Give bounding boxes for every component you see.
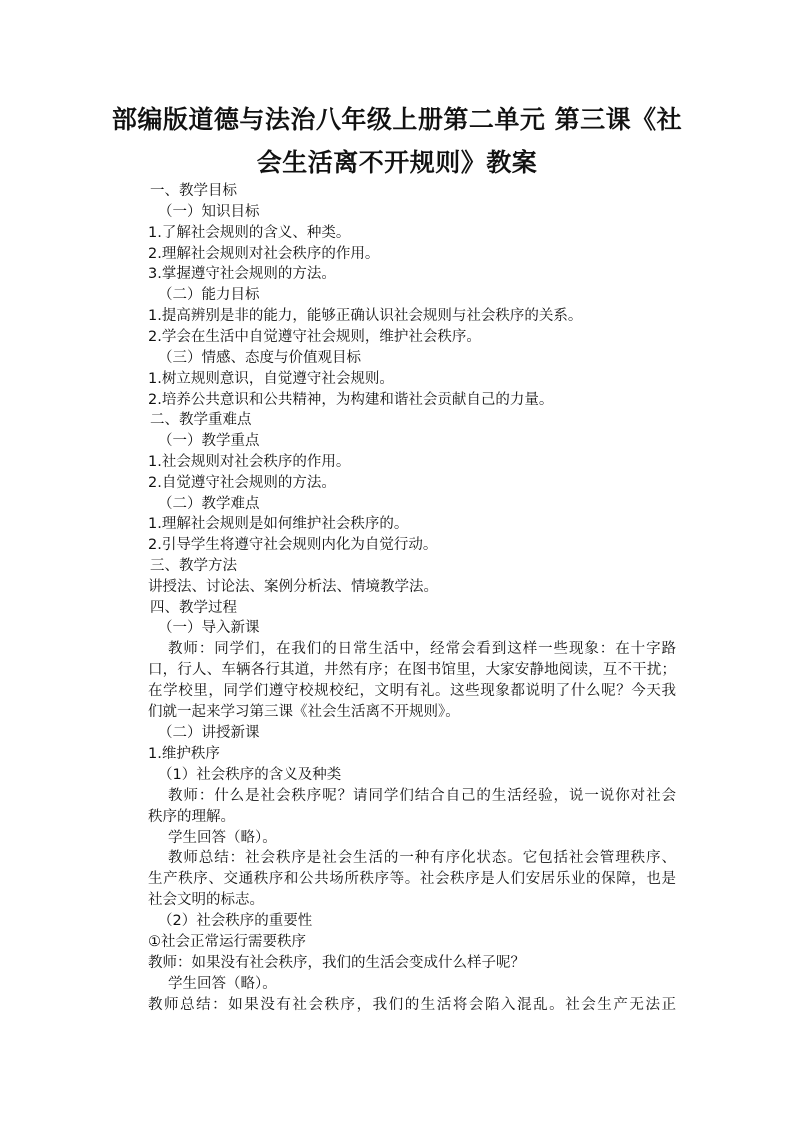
document-title-line-1: 部编版道德与法治八年级上册第二单元 第三课《社 xyxy=(111,105,683,134)
text-line: 在学校里，同学们遵守校规校纪，文明有礼。这些现象都说明了什么呢？今天我 xyxy=(148,683,676,699)
text-line: 四、教学过程 xyxy=(150,600,237,616)
text-line: 1.提高辨别是非的能力，能够正确认识社会规则与社会秩序的关系。 xyxy=(148,308,583,324)
text-line: （一）教学重点 xyxy=(158,433,260,449)
text-line: 教师：同学们，在我们的日常生活中，经常会看到这样一些现象：在十字路 xyxy=(168,641,676,657)
text-line: 教师：如果没有社会秩序，我们的生活会变成什么样子呢？ xyxy=(148,955,525,971)
text-line: 们就一起来学习第三课《社会生活离不开规则》。 xyxy=(148,704,460,720)
text-line: 1.社会规则对社会秩序的作用。 xyxy=(148,454,351,470)
text-line: 秩序的理解。 xyxy=(148,809,235,825)
text-line: 二、教学重难点 xyxy=(150,412,252,428)
text-line: 1.维护秩序 xyxy=(148,746,220,762)
text-line: （三）情感、态度与价值观目标 xyxy=(158,350,361,366)
text-line: 3.掌握遵守社会规则的方法。 xyxy=(148,266,336,282)
text-line: 一、教学目标 xyxy=(150,183,237,199)
text-line: 讲授法、讨论法、案例分析法、情境教学法。 xyxy=(148,579,438,595)
text-line: 学生回答（略）。 xyxy=(168,976,277,992)
text-line: （1）社会秩序的含义及种类 xyxy=(158,767,342,783)
text-line: （2）社会秩序的重要性 xyxy=(158,913,313,929)
text-line: 2.理解社会规则对社会秩序的作用。 xyxy=(148,246,380,262)
text-line: （一）知识目标 xyxy=(158,204,260,220)
text-line: ①社会正常运行需要秩序 xyxy=(148,934,306,950)
text-line: 学生回答（略）。 xyxy=(168,830,277,846)
text-line: 教师总结：社会秩序是社会生活的一种有序化状态。它包括社会管理秩序、 xyxy=(168,850,676,866)
text-line: 2.学会在生活中自觉遵守社会规则，维护社会秩序。 xyxy=(148,329,481,345)
text-line: 教师总结：如果没有社会秩序，我们的生活将会陷入混乱。社会生产无法正 xyxy=(148,997,676,1013)
text-line: 2.培养公共意识和公共精神，为构建和谐社会贡献自己的力量。 xyxy=(148,392,554,408)
text-line: （二）能力目标 xyxy=(158,287,260,303)
text-line: 口，行人、车辆各行其道，井然有序；在图书馆里，大家安静地阅读，互不干扰； xyxy=(148,662,676,678)
text-line: （二）教学难点 xyxy=(158,496,260,512)
text-line: 1.了解社会规则的含义、种类。 xyxy=(148,225,351,241)
text-line: （二）讲授新课 xyxy=(158,725,260,741)
text-line: 生产秩序、交通秩序和公共场所秩序等。社会秩序是人们安居乐业的保障，也是 xyxy=(148,871,676,887)
text-line: 1.树立规则意识，自觉遵守社会规则。 xyxy=(148,371,394,387)
text-line: 2.引导学生将遵守社会规则内化为自觉行动。 xyxy=(148,537,438,553)
document-title-line-2: 会生活离不开规则》教案 xyxy=(256,148,538,177)
text-line: 1.理解社会规则是如何维护社会秩序的。 xyxy=(148,516,409,532)
text-line: 教师：什么是社会秩序呢？请同学们结合自己的生活经验，说一说你对社会 xyxy=(168,788,676,804)
text-line: （一）导入新课 xyxy=(158,620,260,636)
text-line: 三、教学方法 xyxy=(150,558,237,574)
text-line: 社会文明的标志。 xyxy=(148,892,264,908)
text-line: 2.自觉遵守社会规则的方法。 xyxy=(148,475,336,491)
